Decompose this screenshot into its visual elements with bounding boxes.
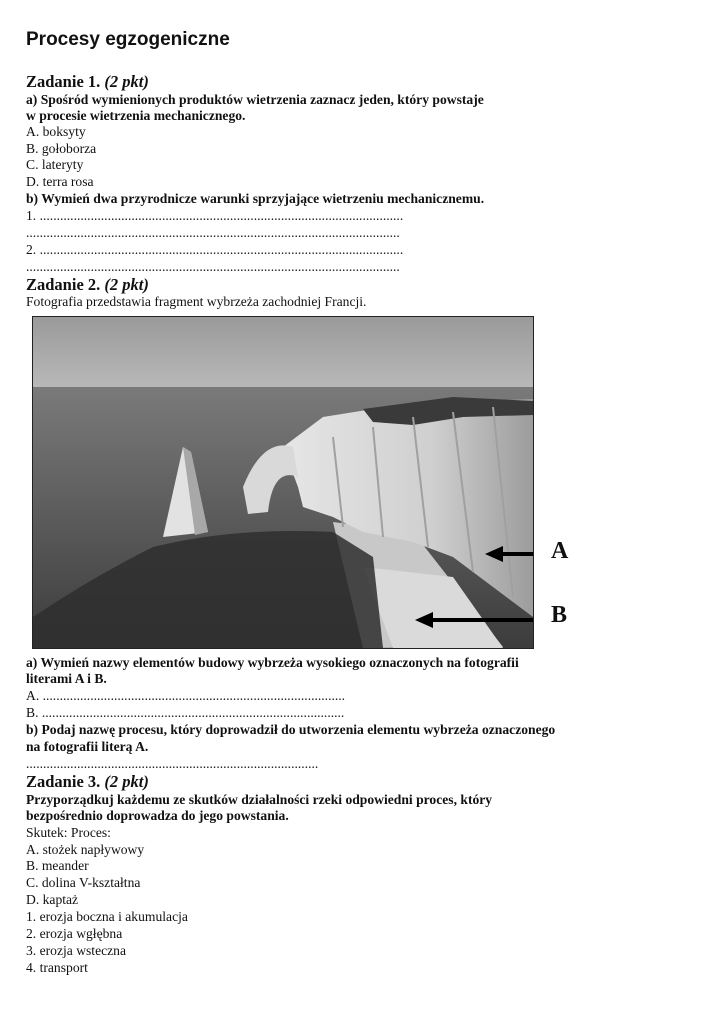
task2-a-question-line2: literami A i B. [26,671,107,686]
task3-process-4: 4. transport [26,960,88,975]
task3-process-2: 2. erozja wgłębna [26,926,123,941]
task1-option-a[interactable]: A. boksyty [26,124,86,139]
task2-answer-a[interactable]: A. ......................................................................................... [26,688,346,703]
photo-label-a: A [551,538,569,564]
task3-effect-a: A. stożek napływowy [26,842,145,857]
task1-option-d[interactable]: D. terra rosa [26,174,94,189]
task3-effect-c: C. dolina V-kształtna [26,875,141,890]
task3-question-line2: bezpośrednio doprowadza do jego powstania. [26,808,289,823]
task2-intro: Fotografia przedstawia fragment wybrzeża zachodniej Francji. [26,294,367,309]
task3-effect-d: D. kaptaż [26,892,79,907]
task1-option-c[interactable]: C. lateryty [26,157,84,172]
page-title: Procesy egzogeniczne [26,29,230,50]
task3-process-3: 3. erozja wsteczna [26,943,127,958]
task1-answer-line-2-continuation[interactable]: .............................................................................................................. [26,259,400,274]
task3-effect-b: B. meander [26,858,89,873]
task1-points: (2 pkt) [104,72,149,91]
task2-heading [26,275,149,294]
task1-option-b[interactable]: B. gołoborza [26,141,97,156]
task1-heading-label: Zadanie 1. [26,72,101,91]
task3-columns-header: Skutek: Proces: [26,825,111,840]
task3-points: (2 pkt) [104,772,149,791]
task3-process-1: 1. erozja boczna i akumulacja [26,909,188,924]
task1-heading [26,72,149,91]
task1-answer-line-1[interactable]: 1. ........................................................................................................... [26,208,404,223]
task3-heading-label: Zadanie 3. [26,772,101,791]
task1-answer-line-2[interactable]: 2. ........................................................................................................... [26,242,404,257]
coast-photo [32,316,534,649]
task2-b-answer[interactable]: ...................................................................................... [26,756,319,771]
task2-b-question-line2: na fotografii literą A. [26,739,149,754]
task3-heading [26,772,149,791]
photo-label-b: B [551,602,568,628]
task1-answer-line-1-continuation[interactable]: .............................................................................................................. [26,225,400,240]
task2-heading-label: Zadanie 2. [26,275,101,294]
task1-b-question: b) Wymień dwa przyrodnicze warunki sprzyjające wietrzeniu mechanicznemu. [26,191,485,206]
sky [33,317,533,397]
task1-a-question-line2: w procesie wietrzenia mechanicznego. [26,108,246,123]
task2-b-question-line1: b) Podaj nazwę procesu, który doprowadził do utworzenia elementu wybrzeża oznaczonego [26,722,556,737]
task1-a-question-line1: a) Spośród wymienionych produktów wietrzenia zaznacz jeden, który powstaje [26,92,484,107]
task2-answer-b[interactable]: B. ......................................................................................... [26,705,345,720]
task3-question-line1: Przyporządkuj każdemu ze skutków działalności rzeki odpowiedni proces, który [26,792,493,807]
task2-points: (2 pkt) [104,275,149,294]
task2-a-question-line1: a) Wymień nazwy elementów budowy wybrzeża wysokiego oznaczonych na fotografii [26,655,519,670]
